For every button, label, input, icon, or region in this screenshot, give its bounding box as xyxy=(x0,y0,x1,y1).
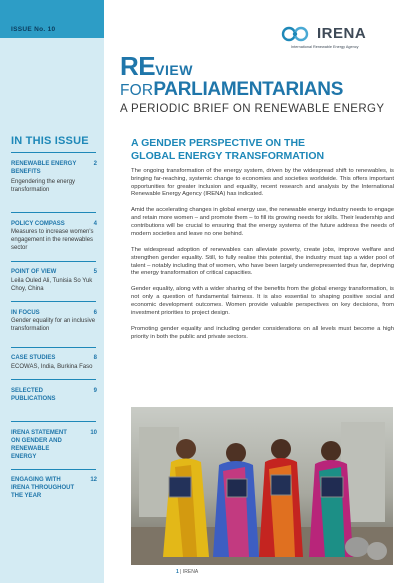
article-heading xyxy=(131,137,396,162)
toc-item-policy-compass[interactable] xyxy=(11,220,97,252)
toc-item-in-focus[interactable] xyxy=(11,309,97,333)
toc-item-title: SELECTED PUBLICATIONS xyxy=(11,388,56,402)
article-paragraph: Promoting gender equality and including gender considerations on all levels must become a high priority in both the public and private sectors. xyxy=(131,325,394,340)
article-paragraph: The widespread adoption of renewables can alleviate poverty, create jobs, improve welfare and strengthen gender equality. Still, to fully realise this potential, the industry must tap a wider pool of talent – notably including that of women, who have been largely underrepresented thus far, depriving the energy transformation of critical capacities. xyxy=(131,246,394,277)
footer-separator: | xyxy=(180,569,182,575)
photo-women-solar-panels xyxy=(131,407,393,565)
article-body xyxy=(131,168,394,350)
toc-item-title: IRENA STATEMENT ON GENDER AND RENEWABLE ENERGY xyxy=(11,430,67,460)
article-paragraph: Amid the accelerating changes in global energy use, the renewable energy industry needs to engage and retain more women – and promote them – to fill its growing needs for skills. Their leadership and contributions will be crucial to ensuring that the energy systems of the future address the needs of modern societies and leave no one behind. xyxy=(131,207,394,237)
masthead-tagline: A PERIODIC BRIEF ON RENEWABLE ENERGY xyxy=(120,103,385,115)
irena-logo[interactable] xyxy=(281,22,406,58)
toc-item-point-of-view[interactable] xyxy=(11,268,97,293)
toc-divider xyxy=(11,261,96,262)
sidebar xyxy=(0,0,104,583)
toc-item-page: 2 xyxy=(93,161,97,167)
toc-divider xyxy=(11,301,96,302)
toc-divider xyxy=(11,347,96,348)
toc-item-page: 5 xyxy=(93,269,97,275)
toc-item-title: POLICY COMPASS xyxy=(11,221,65,227)
toc-item-desc: Engendering the energy transformation xyxy=(11,179,76,193)
masthead xyxy=(120,51,400,116)
toc-divider xyxy=(11,421,96,422)
toc-item-title: ENGAGING WITH IRENA THROUGHOUT THE YEAR xyxy=(11,477,75,499)
article-paragraph: Gender equality, along with a wider sharing of the benefits from the global energy transformation, is not only a question of fundamental fairness. It is also essential to shaping positive social and economic development outcomes. Women provide valuable perspectives on key decisions, from investment priorities to project design. xyxy=(131,286,394,316)
article-heading-line: A GENDER PERSPECTIVE ON THE xyxy=(131,137,306,149)
masthead-re: RE xyxy=(120,51,156,81)
toc-item-page: 12 xyxy=(90,477,97,483)
masthead-for: FOR xyxy=(120,82,154,99)
logo-wordmark: IRENA xyxy=(317,25,367,42)
toc-item-selected-publications[interactable] xyxy=(11,387,97,403)
toc-item-page: 6 xyxy=(93,310,97,316)
issue-number: ISSUE No. 10 xyxy=(11,26,56,33)
toc-divider xyxy=(11,212,96,213)
toc-item-desc: Leila Ouled Ali, Tunisia So Yuk Choy, China xyxy=(11,278,93,292)
in-this-issue-heading: IN THIS ISSUE xyxy=(11,135,89,147)
toc-item-page: 10 xyxy=(90,430,97,436)
toc-item-irena-statement[interactable] xyxy=(11,429,97,461)
footer-brand: IRENA xyxy=(182,569,199,575)
toc-divider xyxy=(11,469,96,470)
toc-divider xyxy=(11,152,96,153)
toc-item-page: 9 xyxy=(93,388,97,394)
toc-item-renewable-energy-benefits[interactable] xyxy=(11,160,97,194)
masthead-parliamentarians: PARLIAMENTARIANS xyxy=(153,79,344,100)
masthead-view: VIEW xyxy=(155,62,193,78)
logo-subtitle: International Renewable Energy Agency xyxy=(291,45,359,49)
toc-item-desc: Gender equality for an inclusive transformation xyxy=(11,318,96,332)
toc-item-title: CASE STUDIES xyxy=(11,355,56,361)
article-paragraph: The ongoing transformation of the energy system, driven by the widespread shift to renewables, is bringing far-reaching, systemic change to economies and societies worldwide. This offers important opportunities for greater inclusion and equality, recent research and analysis by the International Renewable Energy Agency (IRENA) has indicated. xyxy=(131,168,394,198)
footer-page-number: 1 xyxy=(176,569,179,575)
toc-item-title: RENEWABLE ENERGY BENEFITS xyxy=(11,161,77,175)
irena-logo-icon xyxy=(281,25,321,43)
toc-item-desc: Measures to increase women's engagement in the renewables sector xyxy=(11,229,94,251)
footer xyxy=(176,569,198,575)
toc-item-engaging-with-irena[interactable] xyxy=(11,476,97,500)
toc-item-desc: ECOWAS, India, Burkina Faso xyxy=(11,364,93,370)
toc-item-title: POINT OF VIEW xyxy=(11,269,57,275)
toc-item-title: IN FOCUS xyxy=(11,310,40,316)
article-heading-line: GLOBAL ENERGY TRANSFORMATION xyxy=(131,149,325,162)
toc-item-page: 8 xyxy=(93,355,97,361)
toc-item-page: 4 xyxy=(93,221,97,227)
toc-divider xyxy=(11,379,96,380)
toc-item-case-studies[interactable] xyxy=(11,354,97,371)
